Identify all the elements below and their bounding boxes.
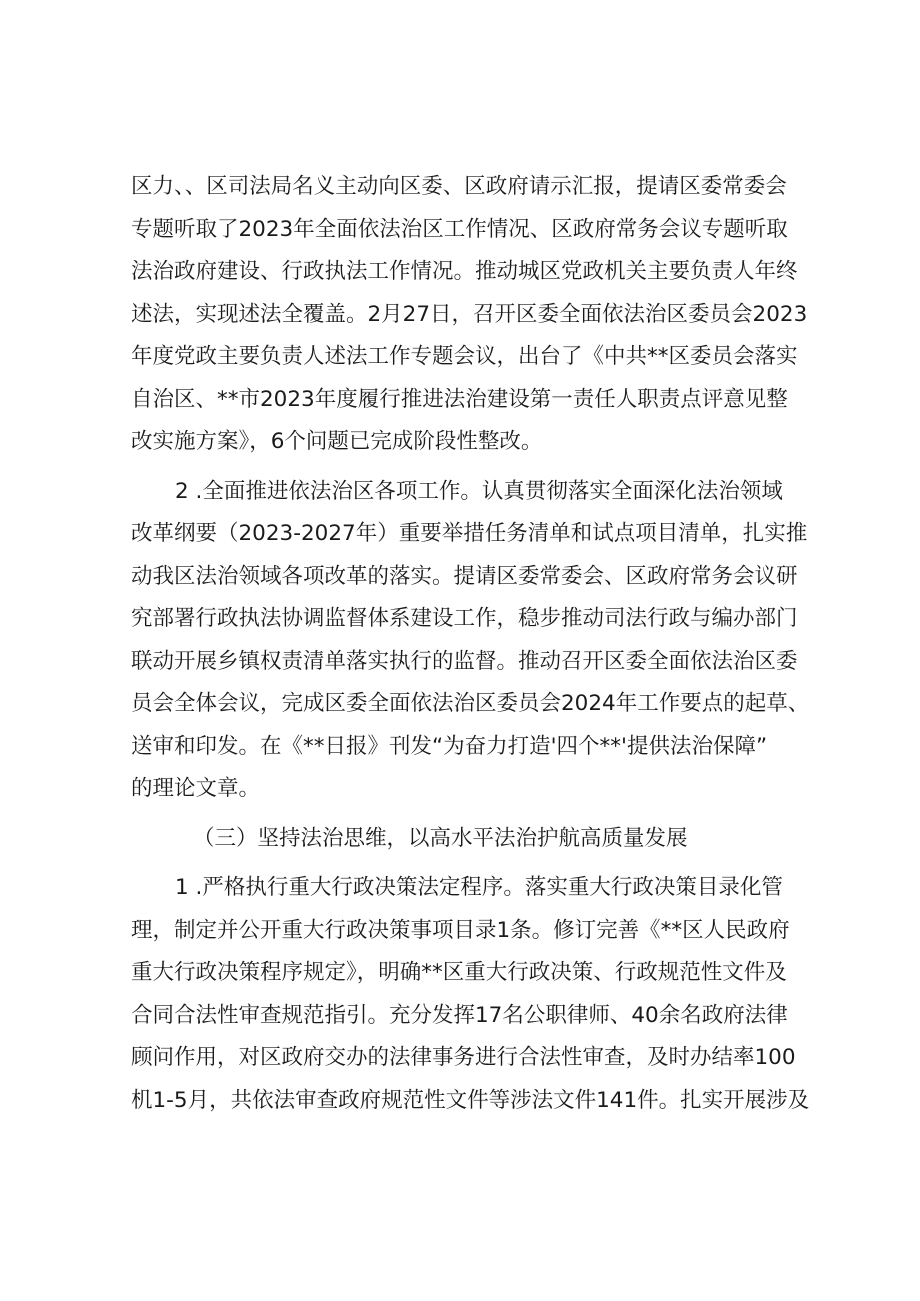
paragraph-line: 顾问作用，对区政府交办的法律事务进行合法性审查，及时办结率100 [131,1045,796,1070]
paragraph-line: 联动开展乡镇权责清单落实执行的监督。推动召开区委全面依法治区委 [131,648,798,674]
paragraph-line: 年度党政主要负责人述法工作专题会议，出台了《中共**区委员会落实 [131,344,798,369]
paragraph-line: 重大行政决策程序规定》，明确**区重大行政决策、行政规范性文件及 [131,960,787,985]
paragraph-3 [131,867,810,1122]
paragraph-line: 1 .严格执行重大行政决策法定程序。落实重大行政决策目录化管 [175,875,783,900]
paragraph-line: 送审和印发。在《**日报》刊发“为奋力打造'四个**'提供法治保障” [131,733,768,759]
paragraph-line: 法治政府建设、行政执法工作情况。推动城区党政机关主要负责人年终 [131,259,798,284]
paragraph-line: 理，制定并公开重大行政决策事项目录1条。修订完善《**区人民政府 [131,917,790,943]
paragraph-line: 改实施方案》，6个问题已完成阶段性整改。 [131,429,543,454]
document-body [131,166,810,1122]
paragraph-line: 究部署行政执法协调监督体系建设工作，稳步推动司法行政与编办部门 [131,606,798,631]
paragraph-line: 专题听取了2023年全面依法治区工作情况、区政府常务会议专题听取 [131,216,788,242]
paragraph-line: 自治区、**市2023年度履行推进法治建设第一责任人职责点评意见整 [131,386,788,412]
paragraph-line: 改革纲要（2023-2027年）重要举措任务清单和试点项目清单，扎实推 [131,521,808,546]
section-heading: （三）坚持法治思维，以高水平法治护航高质量发展 [193,825,688,851]
paragraph-line: 员会全体会议，完成区委全面依法治区委员会2024年工作要点的起草、 [131,691,810,716]
paragraph-line: 述法，实现述法全覆盖。2月27日，召开区委全面依法治区委员会2023 [131,301,808,327]
paragraph-line: 2 .全面推进依法治区各项工作。认真贯彻落实全面深化法治领域 [175,478,783,504]
paragraph-line: 的理论文章。 [131,776,261,801]
paragraph-2 [131,471,810,811]
paragraph-line: 机1-5月，共依法审查政府规范性文件等涉法文件141件。扎实开展涉及 [131,1087,810,1113]
paragraph-line: 合同合法性审查规范指引。充分发挥17名公职律师、40余名政府法律 [131,1002,788,1028]
paragraph-1 [131,166,808,464]
paragraph-line: 动我区法治领域各项改革的落实。提请区委常委会、区政府常务会议研 [131,563,798,589]
section-heading-block [131,818,799,861]
paragraph-line: 区力、、区司法局名义主动向区委、区政府请示汇报，提请区委常委会 [131,174,787,199]
